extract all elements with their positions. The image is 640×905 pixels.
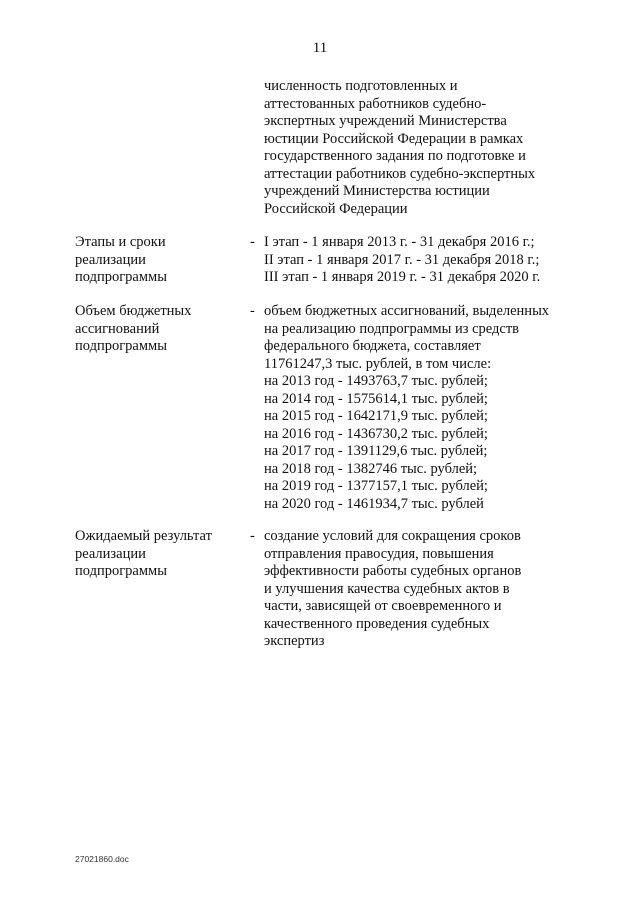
text-line: Российской Федерации	[264, 200, 408, 217]
row-dash: -	[250, 528, 255, 544]
row-content: создание условий для сокращения сроков отправления правосудия, повышения эффективности работы судебных органов и улучшения качества судебных актов в части, зависящей от своевременного и качественного проведения судебных экспертиз	[264, 528, 522, 649]
text-line: юстиции Российской Федерации в рамках	[264, 130, 524, 147]
text-line: аттестованных работников судебно-	[264, 95, 487, 112]
text-line: численность подготовленных и	[264, 78, 458, 94]
row-dash: -	[250, 234, 255, 250]
text-line: экспертных учреждений Министерства	[264, 113, 507, 129]
row-label: Ожидаемый результат реализации подпрограммы	[75, 528, 212, 579]
intro-paragraph	[264, 78, 594, 218]
row-dash: -	[250, 303, 255, 319]
row-content: объем бюджетных ассигнований, выделенных на реализацию подпрограммы из средств федерального бюджета, составляет 11761247,3 тыс. рублей, в том числе: на 2013 год - 1493763,7 тыс. рублей; на 2014 год - 1575614,1 тыс. рублей; на 2015 год - 1642171,9 тыс. рублей; на 2016 год - 1436730,2 тыс. рублей; на 2017 год - 1391129,6 тыс. рублей; на 2018 год - 1382746 тыс. рублей; на 2019 год - 1377157,1 тыс. рублей; на 2020 год - 1461934,7 тыс. рублей	[264, 303, 550, 512]
page-number: 11	[312, 40, 328, 56]
footer-filename: 27021860.doc	[75, 854, 129, 864]
text-line: государственного задания по подготовке и	[264, 148, 526, 164]
row-label: Объем бюджетных ассигнований подпрограммы	[75, 303, 192, 354]
text-line: учреждений Министерства юстиции	[264, 183, 490, 199]
row-content: I этап - 1 января 2013 г. - 31 декабря 2016 г.; II этап - 1 января 2017 г. - 31 декабря 2018 г.; III этап - 1 января 2019 г. - 31 декабря 2020 г.	[264, 234, 541, 285]
row-label: Этапы и сроки реализации подпрограммы	[75, 234, 167, 285]
text-line: аттестации работников судебно-экспертных	[264, 165, 536, 182]
